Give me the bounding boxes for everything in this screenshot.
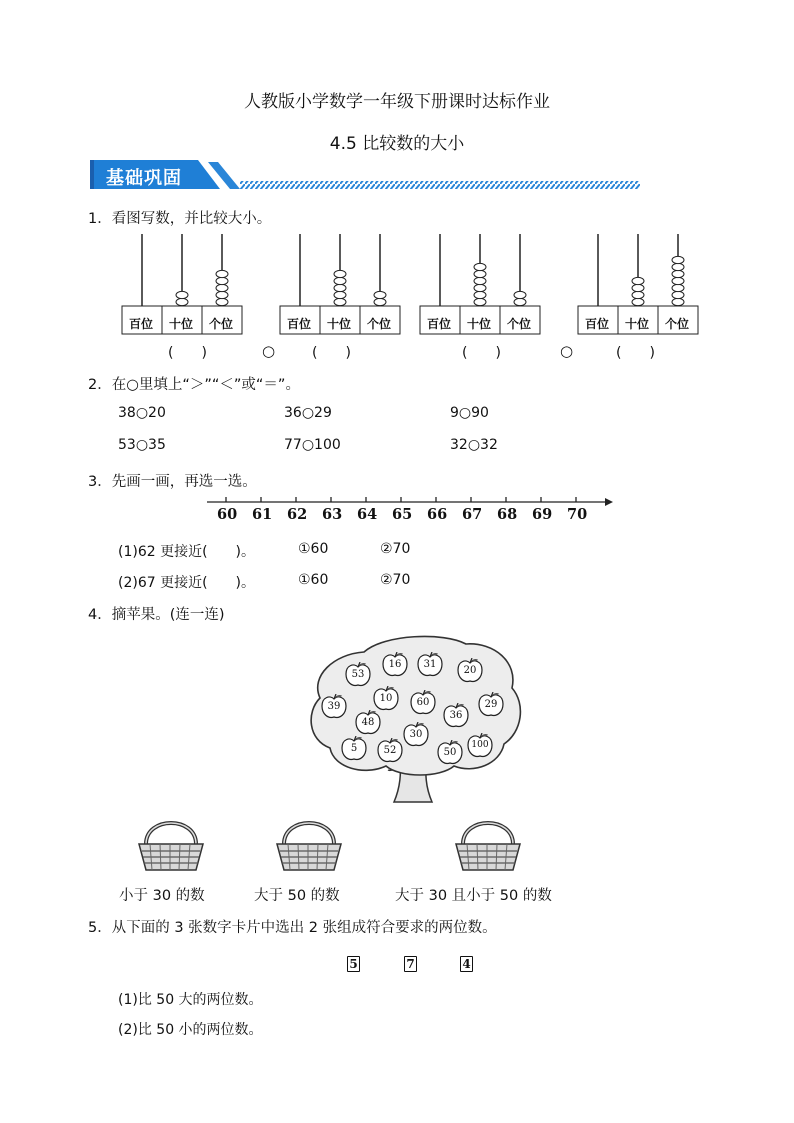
question-3: 3．先画一画，再选一选。 xyxy=(88,474,257,490)
label-ones: 个位 xyxy=(507,317,532,331)
abacus-labels xyxy=(0,315,794,333)
answer-blank[interactable]: ( ) xyxy=(616,345,655,361)
q5-item: (2)比 50 小的两位数。 xyxy=(118,1022,263,1038)
question-5: 5．从下面的 3 张数字卡片中选出 2 张组成符合要求的两位数。 xyxy=(88,920,497,936)
choice-prompt: (2)67 更接近( )。 xyxy=(118,575,256,591)
label-tens: 十位 xyxy=(467,317,492,331)
answer-blank[interactable]: ( ) xyxy=(312,345,351,361)
compare-item[interactable]: 9○90 xyxy=(450,405,489,421)
apple-layer: 16 31 53 20 10 39 60 29 48 36 30 52 5 50 100 xyxy=(304,632,526,806)
tick-label: 63 xyxy=(322,506,343,523)
label-hundreds: 百位 xyxy=(287,317,312,331)
choice-prompt: (1)62 更接近( )。 xyxy=(118,544,256,560)
digit-card[interactable]: 7 xyxy=(404,953,417,972)
compare-circle[interactable]: ○ xyxy=(560,342,574,360)
basket-icon xyxy=(136,818,206,874)
answer-blank[interactable]: ( ) xyxy=(462,345,501,361)
choice-option[interactable]: ①60 xyxy=(298,572,329,588)
section-banner-label: 基础巩固 xyxy=(106,168,182,189)
answer-blank[interactable]: ( ) xyxy=(168,345,207,361)
beads-tens-4 xyxy=(632,277,644,305)
tick-label: 66 xyxy=(427,506,448,523)
basket-icon xyxy=(453,818,523,874)
q5-item: (1)比 50 大的两位数。 xyxy=(118,992,263,1008)
tick-label: 70 xyxy=(567,506,588,523)
label-tens: 十位 xyxy=(327,317,352,331)
digit-card[interactable]: 4 xyxy=(460,953,473,972)
beads-tens-2 xyxy=(334,270,346,305)
section-banner xyxy=(90,160,642,192)
tick-label: 61 xyxy=(252,506,273,523)
tick-label: 62 xyxy=(287,506,308,523)
tick-label: 64 xyxy=(357,506,378,523)
compare-item[interactable]: 38○20 xyxy=(118,405,166,421)
choice-option[interactable]: ②70 xyxy=(380,541,411,557)
section-subtitle: 4.5 比较数的大小 xyxy=(329,134,465,154)
page-title: 人教版小学数学一年级下册课时达标作业 xyxy=(244,92,550,112)
label-ones: 个位 xyxy=(665,317,690,331)
beads-ones-3 xyxy=(514,291,526,305)
beads-tens-3 xyxy=(474,263,486,305)
compare-item[interactable]: 32○32 xyxy=(450,437,498,453)
label-tens: 十位 xyxy=(169,317,194,331)
choice-option[interactable]: ①60 xyxy=(298,541,329,557)
label-hundreds: 百位 xyxy=(129,317,154,331)
basket-label: 大于 50 的数 xyxy=(254,888,340,904)
compare-circle[interactable]: ○ xyxy=(262,342,276,360)
compare-item[interactable]: 77○100 xyxy=(284,437,341,453)
label-ones: 个位 xyxy=(367,317,392,331)
basket-label: 大于 30 且小于 50 的数 xyxy=(395,888,552,904)
choice-option[interactable]: ②70 xyxy=(380,572,411,588)
label-hundreds: 百位 xyxy=(427,317,452,331)
beads-tens-1 xyxy=(176,291,188,305)
tick-label: 65 xyxy=(392,506,413,523)
tick-label: 69 xyxy=(532,506,553,523)
tick-label: 67 xyxy=(462,506,483,523)
compare-item[interactable]: 53○35 xyxy=(118,437,166,453)
basket-icon xyxy=(274,818,344,874)
tick-label: 68 xyxy=(497,506,518,523)
beads-ones-1 xyxy=(216,270,228,305)
question-2: 2．在○里填上“＞”“＜”或“＝”。 xyxy=(88,377,300,393)
basket-label: 小于 30 的数 xyxy=(119,888,205,904)
question-4: 4．摘苹果。(连一连) xyxy=(88,607,225,623)
digit-card[interactable]: 5 xyxy=(347,953,360,972)
label-ones: 个位 xyxy=(209,317,234,331)
beads-ones-2 xyxy=(374,291,386,305)
question-1: 1．看图写数，并比较大小。 xyxy=(88,211,272,227)
label-hundreds: 百位 xyxy=(585,317,610,331)
label-tens: 十位 xyxy=(625,317,650,331)
compare-item[interactable]: 36○29 xyxy=(284,405,332,421)
beads-ones-4 xyxy=(672,256,684,305)
tick-label: 60 xyxy=(217,506,238,523)
